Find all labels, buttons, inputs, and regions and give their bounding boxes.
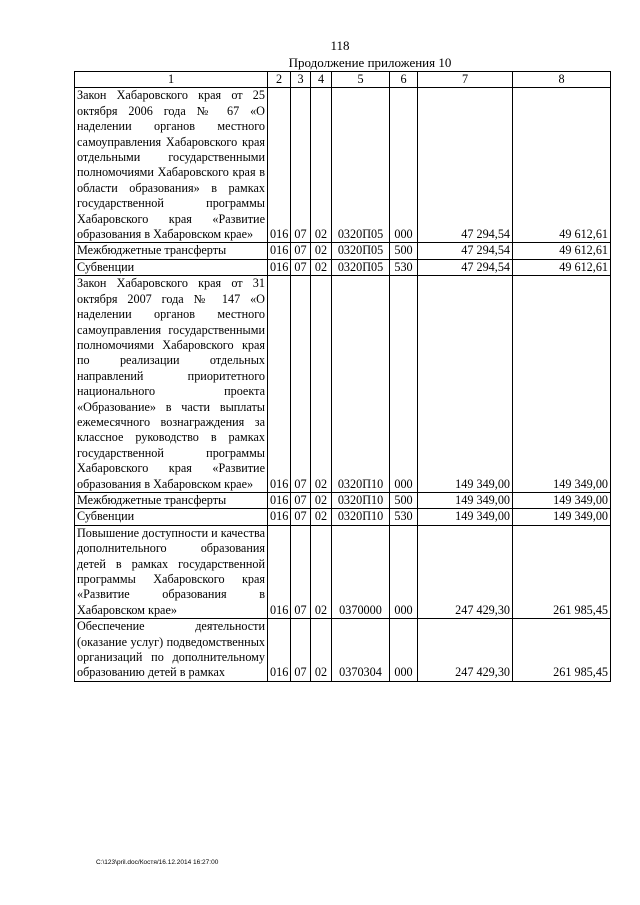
expense-type-cell: 000 <box>390 276 418 493</box>
ministry-code-cell: 016 <box>268 525 291 618</box>
amount-year2-cell: 261 985,45 <box>513 619 611 682</box>
row-name-cell: Субвенции <box>75 509 268 525</box>
expense-type-cell: 000 <box>390 88 418 243</box>
subsection-code-cell: 02 <box>311 276 332 493</box>
section-code-cell: 07 <box>291 88 311 243</box>
section-code-cell: 07 <box>291 619 311 682</box>
column-header: 2 <box>268 72 291 88</box>
subsection-code-cell: 02 <box>311 492 332 508</box>
row-name-cell: Межбюджетные трансферты <box>75 243 268 259</box>
amount-year1-cell: 247 429,30 <box>418 619 513 682</box>
column-header: 6 <box>390 72 418 88</box>
target-article-cell: 0320П10 <box>332 276 390 493</box>
page-number: 118 <box>330 38 350 53</box>
row-name-cell: Закон Хабаровского края от 25 октября 2006 года № 67 «О наделении органов местного самоуправления Хабаровского края отдельными государственными полномочиями Хабаровского края в области образования» в рамках государственной программы Хабаровского края «Развитие образования в Хабаровском крае» <box>75 88 268 243</box>
target-article-cell: 0320П10 <box>332 509 390 525</box>
column-header: 7 <box>418 72 513 88</box>
ministry-code-cell: 016 <box>268 492 291 508</box>
expense-type-cell: 500 <box>390 243 418 259</box>
subsection-code-cell: 02 <box>311 509 332 525</box>
target-article-cell: 0370304 <box>332 619 390 682</box>
amount-year2-cell: 261 985,45 <box>513 525 611 618</box>
expense-type-cell: 000 <box>390 525 418 618</box>
amount-year1-cell: 47 294,54 <box>418 243 513 259</box>
column-header: 1 <box>75 72 268 88</box>
subsection-code-cell: 02 <box>311 259 332 275</box>
subsection-code-cell: 02 <box>311 619 332 682</box>
ministry-code-cell: 016 <box>268 509 291 525</box>
table-row <box>75 492 611 508</box>
amount-year2-cell: 49 612,61 <box>513 243 611 259</box>
table-row <box>75 276 611 493</box>
expense-type-cell: 500 <box>390 492 418 508</box>
amount-year2-cell: 149 349,00 <box>513 509 611 525</box>
subsection-code-cell: 02 <box>311 88 332 243</box>
footer-file-path: C:\123\pril.doc/Костя/16.12.2014 16:27:00 <box>96 859 219 866</box>
table-row <box>75 88 611 243</box>
ministry-code-cell: 016 <box>268 276 291 493</box>
section-code-cell: 07 <box>291 509 311 525</box>
section-code-cell: 07 <box>291 259 311 275</box>
target-article-cell: 0370000 <box>332 525 390 618</box>
subsection-code-cell: 02 <box>311 243 332 259</box>
table-row <box>75 259 611 275</box>
column-header: 3 <box>291 72 311 88</box>
ministry-code-cell: 016 <box>268 619 291 682</box>
budget-table <box>74 71 611 682</box>
table-row <box>75 243 611 259</box>
row-name-cell: Субвенции <box>75 259 268 275</box>
target-article-cell: 0320П05 <box>332 243 390 259</box>
target-article-cell: 0320П05 <box>332 88 390 243</box>
appendix-title: Продолжение приложения 10 <box>288 55 452 70</box>
amount-year2-cell: 149 349,00 <box>513 276 611 493</box>
expense-type-cell: 530 <box>390 259 418 275</box>
amount-year1-cell: 149 349,00 <box>418 509 513 525</box>
column-header: 4 <box>311 72 332 88</box>
row-name-cell: Закон Хабаровского края от 31 октября 2007 года № 147 «О наделении органов местного самоуправления государственными полномочиями Хабаровского края по реализации отдельных направлений приоритетного национального проекта «Образование» в части выплаты ежемесячного вознаграждения за классное руководство в рамках государственной программы Хабаровского края «Развитие образования в Хабаровском крае» <box>75 276 268 493</box>
amount-year2-cell: 149 349,00 <box>513 492 611 508</box>
amount-year1-cell: 47 294,54 <box>418 88 513 243</box>
table-header-row <box>75 72 611 88</box>
target-article-cell: 0320П10 <box>332 492 390 508</box>
expense-type-cell: 000 <box>390 619 418 682</box>
section-code-cell: 07 <box>291 243 311 259</box>
amount-year2-cell: 49 612,61 <box>513 88 611 243</box>
ministry-code-cell: 016 <box>268 88 291 243</box>
column-header: 5 <box>332 72 390 88</box>
section-code-cell: 07 <box>291 525 311 618</box>
table-row <box>75 509 611 525</box>
target-article-cell: 0320П05 <box>332 259 390 275</box>
amount-year1-cell: 247 429,30 <box>418 525 513 618</box>
ministry-code-cell: 016 <box>268 243 291 259</box>
ministry-code-cell: 016 <box>268 259 291 275</box>
expense-type-cell: 530 <box>390 509 418 525</box>
row-name-cell: Межбюджетные трансферты <box>75 492 268 508</box>
row-name-cell: Обеспечение деятельности (оказание услуг) подведомственных организаций по дополнительному образованию детей в рамках <box>75 619 268 682</box>
subsection-code-cell: 02 <box>311 525 332 618</box>
amount-year2-cell: 49 612,61 <box>513 259 611 275</box>
amount-year1-cell: 47 294,54 <box>418 259 513 275</box>
table-row <box>75 619 611 682</box>
row-name-cell: Повышение доступности и качества дополнительного образования детей в рамках государственной программы Хабаровского края «Развитие образования в Хабаровском крае» <box>75 525 268 618</box>
amount-year1-cell: 149 349,00 <box>418 276 513 493</box>
column-header: 8 <box>513 72 611 88</box>
section-code-cell: 07 <box>291 492 311 508</box>
section-code-cell: 07 <box>291 276 311 493</box>
amount-year1-cell: 149 349,00 <box>418 492 513 508</box>
table-row <box>75 525 611 618</box>
